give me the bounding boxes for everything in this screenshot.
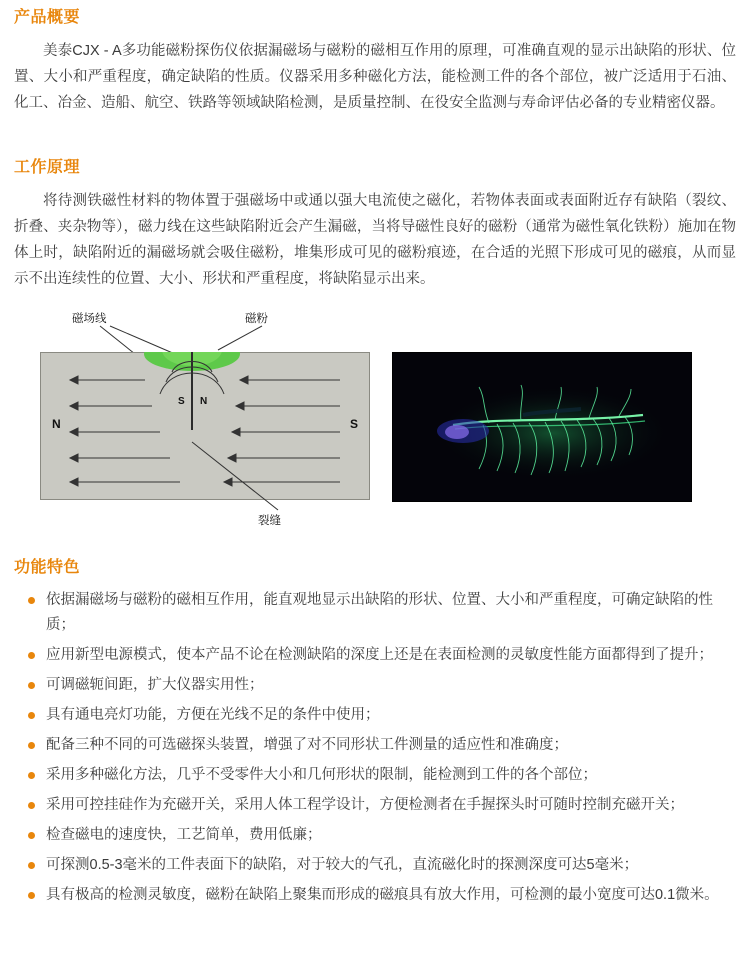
crack-leader-line: [40, 500, 370, 530]
list-item: 具有极高的检测灵敏度，磁粉在缺陷上聚集而形成的磁痕具有放大作用，可检测的最小宽度可达0.1微米。: [28, 883, 736, 908]
list-item: 采用可控挂硅作为充磁开关，采用人体工程学设计，方便检测者在手握探头时可随时控制充磁开关；: [28, 793, 736, 818]
list-item: 可探测0.5-3毫米的工件表面下的缺陷，对于较大的气孔，直流磁化时的探测深度可达5毫米；: [28, 853, 736, 878]
features-list: [14, 588, 736, 908]
inner-pole-label-n: N: [200, 396, 208, 407]
overview-paragraph: 美泰CJX - A多功能磁粉探伤仪依据漏磁场与磁粉的磁相互作用的原理，可准确直观的显示出缺陷的形状、位置、大小和严重程度，确定缺陷的性质。仪器采用多种磁化方法，能检测工件的各个部位，被广泛适用于石油、化工、冶金、造船、航空、铁路等领域缺陷检测，是质量控制、在役安全监测与寿命评估必备的专业精密仪器。: [14, 43, 736, 111]
magnetic-schematic-figure: [40, 310, 370, 530]
features-heading: 功能特色: [14, 559, 81, 576]
list-item: 采用多种磁化方法，几乎不受零件大小和几何形状的限制，能检测到工件的各个部位；: [28, 763, 736, 788]
magnetic-particle-photo: [392, 352, 692, 502]
label-magnetic-lines: 磁场线: [72, 313, 107, 325]
inner-pole-label-s: S: [178, 396, 185, 407]
pole-label-left: N: [52, 417, 61, 431]
list-item: 配备三种不同的可选磁探头装置，增强了对不同形状工件测量的适应性和准确度；: [28, 733, 736, 758]
label-crack: 裂缝: [258, 515, 281, 527]
specimen-block: [40, 352, 370, 500]
pole-label-right: S: [349, 417, 358, 431]
photo-illustration: [393, 353, 692, 502]
list-item: 检查磁电的速度快，工艺简单，费用低廉；: [28, 823, 736, 848]
crack-label-area: [40, 500, 370, 530]
figure-row: [14, 310, 736, 530]
list-item: 依据漏磁场与磁粉的磁相互作用，能直观地显示出缺陷的形状、位置、大小和严重程度，可确定缺陷的性质；: [28, 588, 736, 638]
field-lines-svg: [40, 352, 370, 500]
list-item: 应用新型电源模式，使本产品不论在检测缺陷的深度上还是在表面检测的灵敏度性能方面都得到了提升；: [28, 643, 736, 668]
overview-heading: 产品概要: [14, 9, 81, 26]
schematic-top-labels: [40, 310, 370, 352]
label-magnetic-powder: 磁粉: [245, 313, 268, 325]
list-item: 可调磁轭间距，扩大仪器实用性；: [28, 673, 736, 698]
list-item: 具有通电亮灯功能，方便在光线不足的条件中使用；: [28, 703, 736, 728]
principle-paragraph: 将待测铁磁性材料的物体置于强磁场中或通以强大电流使之磁化，若物体表面或表面附近存有缺陷（裂纹、折叠、夹杂物等），磁力线在这些缺陷附近会产生漏磁，当将导磁性良好的磁粉（通常为磁性氧化铁粉）施加在物体上时，缺陷附近的漏磁场就会吸住磁粉，堆集形成可见的磁粉痕迹，在合适的光照下形成可见的磁痕，从而显示不出连续性的位置、大小、形状和严重程度，将缺陷显示出来。: [14, 193, 736, 287]
principle-heading: 工作原理: [14, 159, 81, 176]
